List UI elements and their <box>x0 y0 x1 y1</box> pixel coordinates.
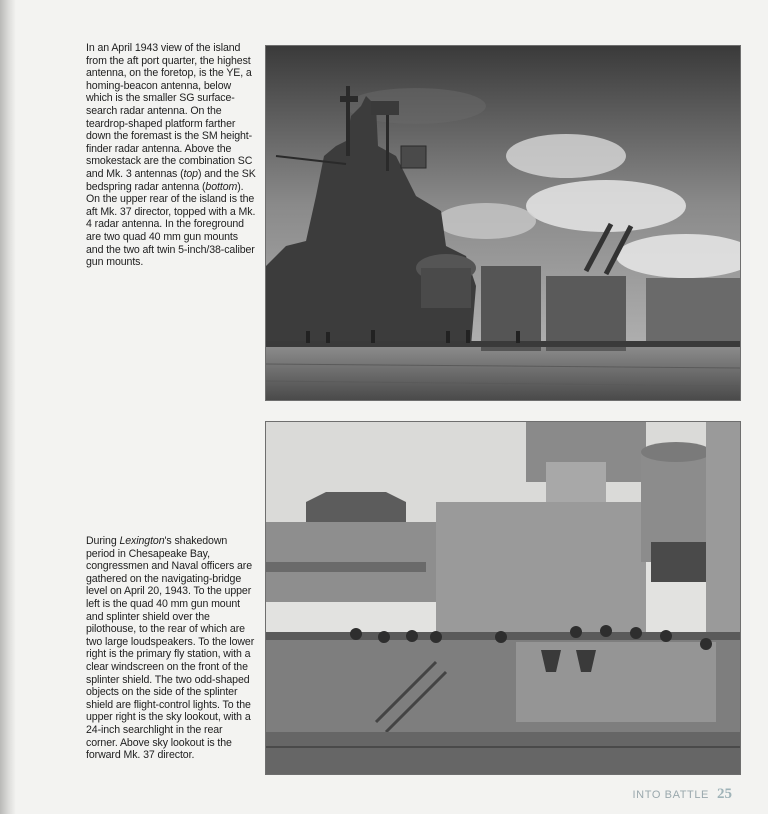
caption-segment: ) and the SK bedspring radar antenna ( <box>86 167 256 193</box>
section-title: INTO BATTLE <box>632 789 709 801</box>
caption-segment: Lexington <box>119 535 165 547</box>
island-photo-graphic <box>266 46 740 400</box>
caption-segment: ). On the upper rear of the island is the aft Mk. 37 director, topped with a Mk. 4 radar antenna. In the foreground are two quad 40 mm gun mounts and the two aft twin 5-inch/38-caliber gun mounts. <box>86 180 256 269</box>
caption-segment: 's shakedown period in Chesapeake Bay, congressmen and Naval officers are gathered on the navigating-bridge level on April 20, 1943. To the upper left is the quad 40 mm gun mount and splinter shield over the pilothouse, to the rear of which are two large loudspeakers. To the lower right is the primary fly station, with a clear windscreen on the front of the splinter shield. The two odd-shaped objects on the side of the splinter shield are flight-control lights. To the upper right is the sky lookout, with a 24-inch searchlight in the rear corner. Above sky lookout is the forward Mk. 37 director. <box>86 535 255 762</box>
caption-segment: bottom <box>205 180 238 193</box>
caption-segment: In an April 1943 view of the island from the aft port quarter, the highest antenna, on the foretop, is the YE, a homing-beacon antenna, below which is the smaller SG surface-search radar antenna. On the teardrop-shaped platform farther down the foremast is the SM height-finder radar antenna. Above the smokestack are the combination SC and Mk. 3 antennas ( <box>86 42 253 180</box>
caption-segment: top <box>183 167 198 180</box>
caption-segment: During <box>86 535 120 547</box>
photo-navigating-bridge <box>265 421 741 775</box>
photo-island-aft-port-quarter <box>265 45 741 401</box>
page-number: 25 <box>717 786 732 802</box>
caption-shakedown-bridge <box>86 535 256 762</box>
caption-island-view <box>86 42 256 269</box>
book-gutter-shadow <box>0 0 16 814</box>
running-footer <box>633 786 732 803</box>
bridge-photo-graphic <box>266 422 740 774</box>
